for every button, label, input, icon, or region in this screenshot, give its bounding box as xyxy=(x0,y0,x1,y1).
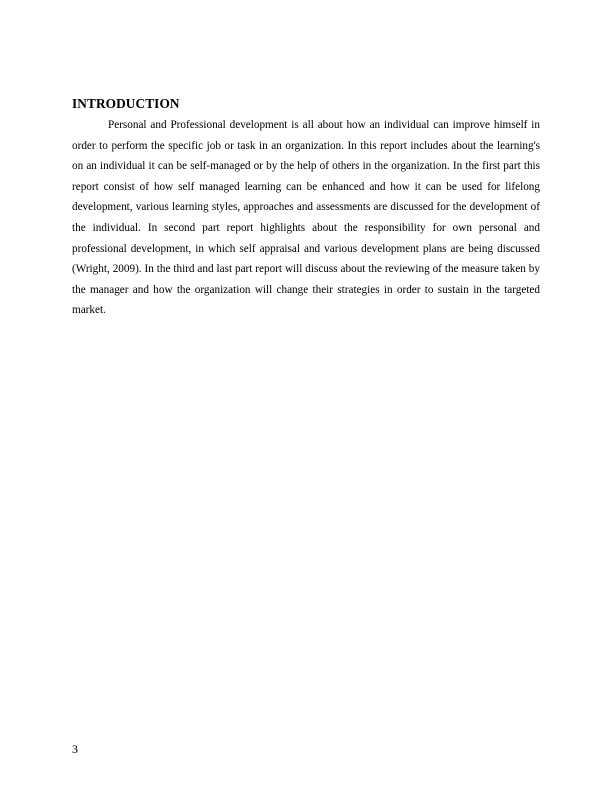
page-number: 3 xyxy=(72,742,78,756)
section-heading: INTRODUCTION xyxy=(72,96,180,111)
page-content xyxy=(72,96,540,321)
introduction-paragraph: Personal and Professional development is all about how an individual can improve himself in order to perform the specific job or task in an organization. In this report includes about the learning's on an individual it can be self-managed or by the help of others in the organization. In the first part this report consist of how self managed learning can be enhanced and how it can be used for lifelong development, various learning styles, approaches and assessments are discussed for the development of the individual. In second part report highlights about the responsibility for own personal and professional development, in which self appraisal and various development plans are being discussed (Wright, 2009). In the third and last part report will discuss about the reviewing of the measure taken by the manager and how the organization will change their strategies in order to sustain in the targeted market. xyxy=(72,119,540,317)
